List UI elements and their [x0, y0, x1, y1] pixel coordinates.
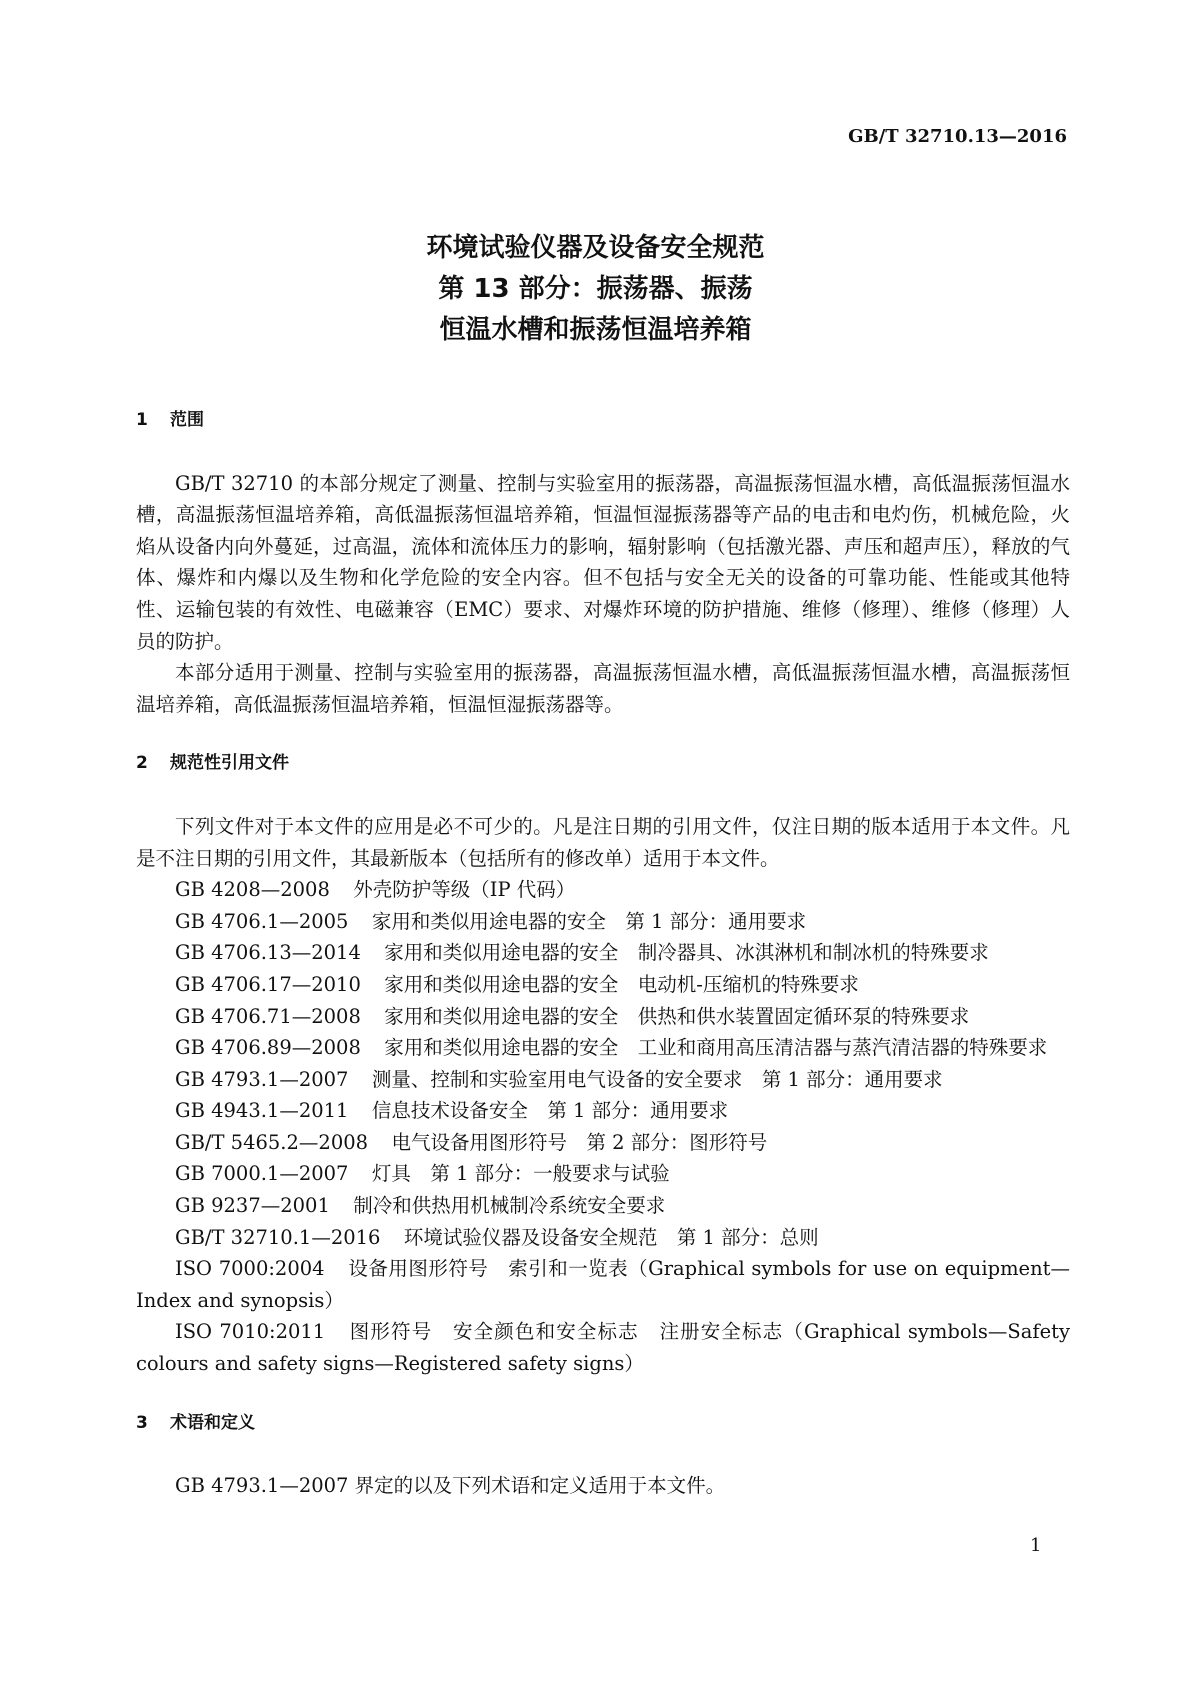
reference-item	[136, 1190, 1070, 1222]
section-title: 规范性引用文件	[170, 753, 289, 774]
standard-number-header: GB/T 32710.13—2016	[848, 126, 1067, 147]
reference-title: 环境试验仪器及设备安全规范 第 1 部分：总则	[403, 1225, 819, 1249]
reference-item	[136, 1001, 1070, 1033]
reference-title: 图形符号 安全颜色和安全标志 注册安全标志（Graphical symbols—Safety colours and safety signs—Registered safety signs）	[136, 1320, 1070, 1376]
reference-item	[136, 906, 1070, 938]
reference-item	[136, 1222, 1070, 1254]
section-number: 1	[136, 410, 148, 430]
reference-code: GB 4706.71—2008	[175, 1004, 361, 1028]
paragraph: GB 4793.1—2007 界定的以及下列术语和定义适用于本文件。	[175, 1474, 726, 1498]
section-number: 3	[136, 1412, 148, 1433]
reference-title: 外壳防护等级（IP 代码）	[353, 878, 576, 902]
reference-code: GB 4706.17—2010	[175, 972, 361, 996]
reference-code: GB 9237—2001	[175, 1194, 330, 1218]
reference-title: 制冷和供热用机械制冷系统安全要求	[353, 1194, 666, 1218]
paragraph: GB/T 32710 的本部分规定了测量、控制与实验室用的振荡器，高温振荡恒温水槽，高低温振荡恒温水槽，高温振荡恒温培养箱，高低温振荡恒温培养箱，恒温恒湿振荡器等产品的电击和电灼伤，机械危险，火焰从设备内向外蔓延，过高温，流体和流体压力的影响，辐射影响（包括激光器、声压和超声压），释放的气体、爆炸和内爆以及生物和化学危险的安全内容。但不包括与安全无关的设备的可靠功能、性能或其他特性、运输包装的有效性、电磁兼容（EMC）要求、对爆炸环境的防护措施、维修（修理）、维修（修理）人员的防护。	[136, 471, 1070, 653]
title-line: 恒温水槽和振荡恒温培养箱	[439, 315, 752, 345]
title-line: 环境试验仪器及设备安全规范	[426, 233, 765, 263]
reference-code: ISO 7000:2004	[175, 1257, 325, 1281]
document-title	[0, 228, 1191, 351]
reference-title: 测量、控制和实验室用电气设备的安全要求 第 1 部分：通用要求	[371, 1067, 943, 1091]
reference-title: 家用和类似用途电器的安全 电动机-压缩机的特殊要求	[384, 972, 859, 996]
reference-title: 家用和类似用途电器的安全 第 1 部分：通用要求	[371, 909, 807, 933]
paragraph: 本部分适用于测量、控制与实验室用的振荡器，高温振荡恒温水槽，高低温振荡恒温水槽，高温振荡恒温培养箱，高低温振荡恒温培养箱，恒温恒湿振荡器等。	[136, 661, 1070, 716]
paragraph: 下列文件对于本文件的应用是必不可少的。凡是注日期的引用文件，仅注日期的版本适用于本文件。凡是不注日期的引用文件，其最新版本（包括所有的修改单）适用于本文件。	[136, 814, 1070, 870]
section-heading-normative-references	[136, 748, 1070, 780]
reference-item	[136, 1253, 1070, 1316]
reference-title: 信息技术设备安全 第 1 部分：通用要求	[371, 1099, 729, 1123]
reference-code: GB/T 32710.1—2016	[175, 1225, 381, 1249]
reference-item	[136, 1095, 1070, 1127]
page-number: 1	[1030, 1535, 1042, 1556]
section-title: 术语和定义	[170, 1412, 255, 1433]
reference-item	[136, 1127, 1070, 1159]
reference-title: 电气设备用图形符号 第 2 部分：图形符号	[391, 1130, 768, 1154]
reference-item	[136, 874, 1070, 906]
reference-list	[136, 874, 1070, 1380]
reference-code: GB 4706.1—2005	[175, 909, 349, 933]
reference-code: GB 4706.89—2008	[175, 1036, 361, 1060]
section-number: 2	[136, 753, 148, 774]
reference-code: GB 4706.13—2014	[175, 941, 361, 965]
reference-code: GB 4793.1—2007	[175, 1067, 349, 1091]
reference-item	[136, 937, 1070, 969]
section-heading-terms	[136, 1408, 1070, 1440]
reference-title: 灯具 第 1 部分：一般要求与试验	[371, 1162, 670, 1186]
reference-code: GB 7000.1—2007	[175, 1162, 349, 1186]
reference-title: 家用和类似用途电器的安全 制冷器具、冰淇淋机和制冰机的特殊要求	[384, 941, 989, 965]
reference-title: 家用和类似用途电器的安全 工业和商用高压清洁器与蒸汽清洁器的特殊要求	[384, 1036, 1048, 1060]
section-heading-scope	[136, 405, 1070, 437]
reference-item	[136, 1158, 1070, 1190]
reference-code: GB 4943.1—2011	[175, 1099, 349, 1123]
reference-item	[136, 1032, 1070, 1064]
reference-title: 设备用图形符号 索引和一览表（Graphical symbols for use on equipment—Index and synopsis）	[136, 1257, 1070, 1312]
reference-code: GB/T 5465.2—2008	[175, 1130, 369, 1154]
reference-title: 家用和类似用途电器的安全 供热和供水装置固定循环泵的特殊要求	[384, 1004, 970, 1028]
title-line: 第 13 部分：振荡器、振荡	[438, 274, 753, 304]
document-body	[136, 405, 1070, 1502]
reference-item	[136, 969, 1070, 1001]
reference-code: ISO 7010:2011	[175, 1320, 326, 1344]
reference-item	[136, 1064, 1070, 1096]
reference-code: GB 4208—2008	[175, 878, 330, 902]
section-title: 范围	[170, 410, 204, 430]
reference-item	[136, 1316, 1070, 1379]
